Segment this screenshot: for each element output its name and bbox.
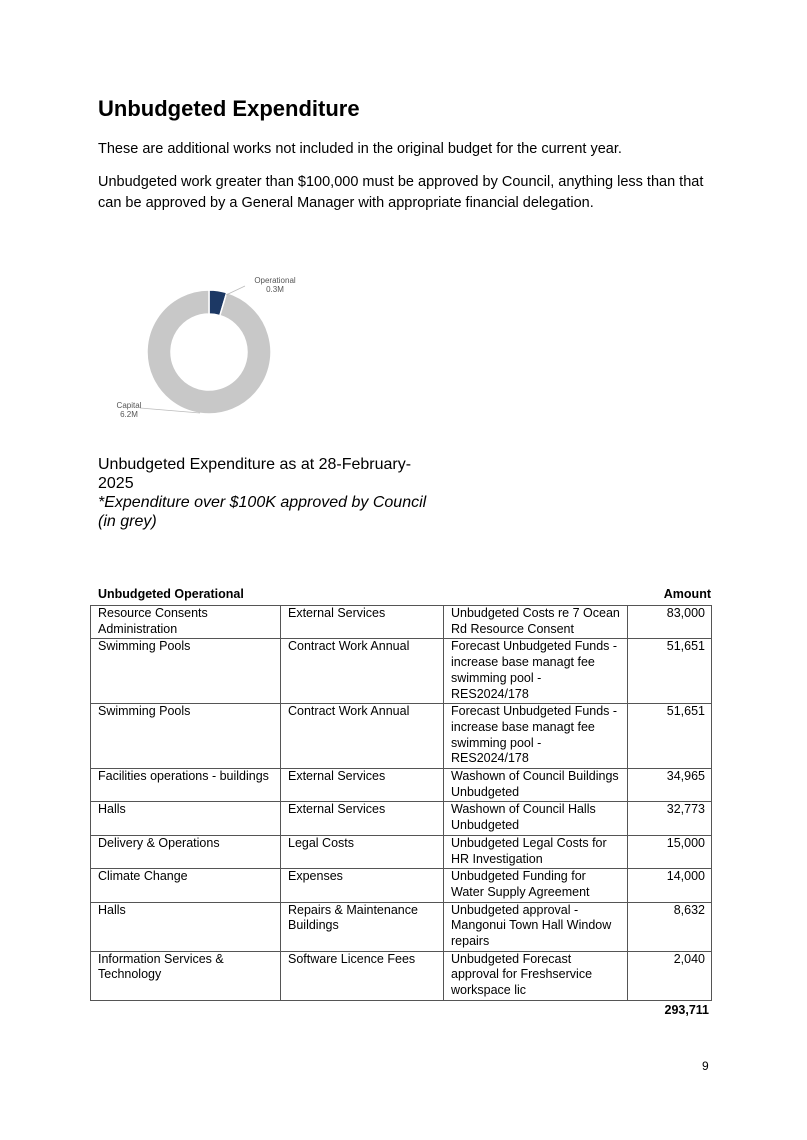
caption-title: Unbudgeted Expenditure as at 28-February-2025 [98,456,412,492]
table-row [91,639,712,704]
page-title: Unbudgeted Expenditure [98,96,360,121]
amount-heading: Amount [663,587,711,601]
table-cell-area: Halls [91,802,281,835]
table-cell-area: Climate Change [91,869,281,902]
table-cell-amount: 51,651 [628,704,712,769]
table-cell-account: Repairs & Maintenance Buildings [281,902,444,951]
table-cell-account: External Services [281,802,444,835]
table-cell-amount: 8,632 [628,902,712,951]
slice-value-capital: 6.2M [120,410,138,419]
table-row [91,835,712,868]
donut-chart [110,268,330,438]
table-heading-row [98,587,711,601]
chart-caption [98,455,443,531]
table-cell-area: Delivery & Operations [91,835,281,868]
slice-label-capital: Capital [116,401,142,410]
table-row [91,869,712,902]
table-cell-description: Washown of Council Halls Unbudgeted [444,802,628,835]
table-cell-account: Expenses [281,869,444,902]
table-total: 293,711 [664,1003,709,1017]
table-cell-area: Swimming Pools [91,704,281,769]
table-cell-area: Swimming Pools [91,639,281,704]
table-cell-description: Forecast Unbudgeted Funds -increase base managt fee swimming pool - RES2024/178 [444,704,628,769]
table-cell-account: External Services [281,606,444,639]
table-cell-amount: 2,040 [628,951,712,1000]
table-row [91,802,712,835]
table-row [91,951,712,1000]
caption-note: *Expenditure over $100K approved by Council (in grey) [98,494,427,530]
table-row [91,902,712,951]
table-cell-description: Forecast Unbudgeted Funds -increase base managt fee swimming pool - RES2024/178 [444,639,628,704]
table-cell-description: Unbudgeted Costs re 7 Ocean Rd Resource Consent [444,606,628,639]
table-cell-amount: 34,965 [628,769,712,802]
table-cell-amount: 14,000 [628,869,712,902]
table-cell-area: Halls [91,902,281,951]
table-cell-amount: 32,773 [628,802,712,835]
table-row [91,704,712,769]
table-cell-amount: 51,651 [628,639,712,704]
table-cell-amount: 83,000 [628,606,712,639]
approval-paragraph: Unbudgeted work greater than $100,000 must be approved by Council, anything less than that can be approved by a General Manager with appropriate financial delegation. [98,174,704,211]
table-heading: Unbudgeted Operational [98,587,244,601]
table-cell-account: Contract Work Annual [281,639,444,704]
table-cell-account: Software Licence Fees [281,951,444,1000]
donut-slice-capital [147,290,271,414]
table-cell-description: Unbudgeted Legal Costs for HR Investigation [444,835,628,868]
table-cell-description: Unbudgeted Funding for Water Supply Agreement [444,869,628,902]
table-cell-account: Legal Costs [281,835,444,868]
table-cell-description: Washown of Council Buildings Unbudgeted [444,769,628,802]
table-cell-account: External Services [281,769,444,802]
table-cell-area: Resource Consents Administration [91,606,281,639]
table-cell-account: Contract Work Annual [281,704,444,769]
table-cell-area: Facilities operations - buildings [91,769,281,802]
table-cell-description: Unbudgeted Forecast approval for Freshservice workspace lic [444,951,628,1000]
slice-value-operational: 0.3M [266,285,284,294]
slice-label-operational: Operational [254,276,296,285]
table-row [91,606,712,639]
intro-paragraph: These are additional works not included in the original budget for the current year. [98,141,622,157]
table-cell-area: Information Services & Technology [91,951,281,1000]
leader-line-operational [226,286,245,295]
table-row [91,769,712,802]
table-cell-amount: 15,000 [628,835,712,868]
unbudgeted-operational-table [90,605,712,1001]
page-number: 9 [702,1059,709,1073]
table-cell-description: Unbudgeted approval - Mangonui Town Hall Window repairs [444,902,628,951]
